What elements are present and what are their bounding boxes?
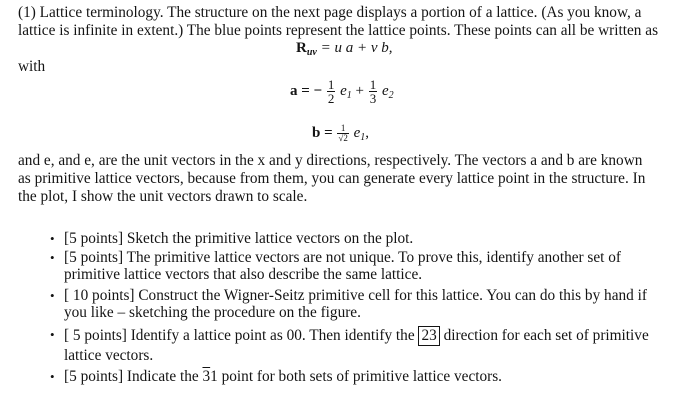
para2-line-1: and e, and e, are the unit vectors in the x and y directions, respectively. The vectors a and b are known [18, 152, 643, 169]
bullet-dot: • [50, 327, 55, 342]
para2-line-3: the plot, I show the unit vectors drawn to scale. [18, 188, 308, 205]
direction-bracket: 23 [418, 326, 439, 346]
bullet-dot: • [50, 250, 55, 265]
bullet-5-text: [5 points] Indicate the 31 point for both sets of primitive lattice vectors. [64, 368, 503, 385]
fraction-one-third: $\frac{1}{3}$ [369, 77, 377, 106]
bullet-3-text-line-2: you like – sketching the procedure on the figure. [64, 304, 361, 321]
bullet-dot: • [50, 369, 55, 384]
equation-a: a = − $\frac{1}{2}$ $e_1$ + $\frac{1}{3}$ $e_2$ [290, 77, 394, 106]
fraction-one-over-root-two: $\frac{1}{√2}$ [338, 123, 348, 143]
fraction-one-half: $\frac{1}{2}$ [327, 77, 335, 106]
with-label: with [18, 58, 46, 75]
bullet-1-text: [5 points] Sketch the primitive lattice vectors on the plot. [64, 230, 414, 247]
bullet-2-text-line-1: [5 points] The primitive lattice vectors are not unique. To prove this, identify another set of [64, 249, 621, 266]
equation-b: b = $\frac{1}{√2}$ $e_1$, [312, 123, 370, 143]
bullet-4-text-line-1: [ 5 points] Identify a lattice point as 00. Then identify the 23 direction for each set of primitive [64, 327, 649, 344]
bullet-dot: • [50, 231, 55, 246]
bullet-3-text-line-1: [ 10 points] Construct the Wigner-Seitz primitive cell for this lattice. You can do this by hand if [64, 287, 647, 304]
bullet-2-text-line-2: primitive lattice vectors that also describe the same lattice. [64, 266, 423, 283]
bullet-dot: • [50, 288, 55, 303]
intro-line-2: lattice is infinite in extent.) The blue points represent the lattice points. These points can all be written as [18, 22, 659, 39]
intro-line-1: (1) Lattice terminology. The structure on the next page displays a portion of a lattice. (As you know, a [18, 4, 642, 21]
para2-line-2: as primitive lattice vectors, because from them, you can generate every lattice point in the structure. In [18, 170, 646, 187]
equation-r: $R_{uv} = u$ a + v b, [296, 40, 393, 58]
bullet-4-text-line-2: lattice vectors. [64, 347, 154, 364]
